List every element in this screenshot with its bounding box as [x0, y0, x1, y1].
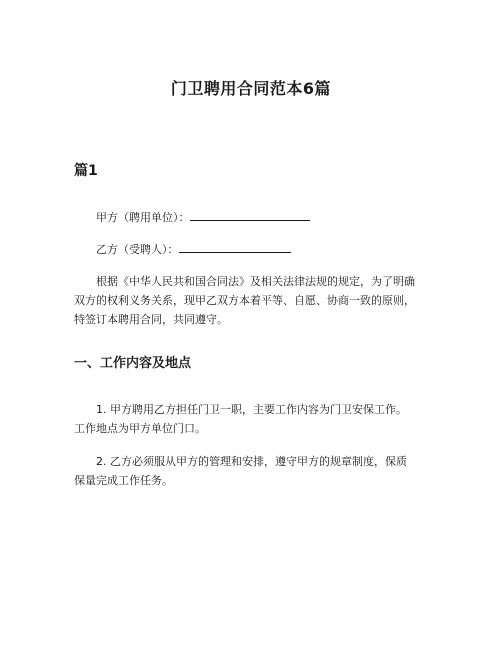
document-title: 门卫聘用合同范本6篇 [170, 79, 332, 98]
party-a-label: 甲方（聘用单位）： [96, 211, 190, 224]
party-a-line [74, 208, 434, 227]
preamble-line-3: 特签订本聘用合同，共同遵守。 [74, 313, 228, 326]
party-a-blank [190, 208, 310, 221]
party-b-line [74, 240, 434, 259]
party-b-label: 乙方（受聘人）： [96, 243, 179, 256]
preamble-paragraph [74, 272, 434, 329]
clause-2-line-2: 保量完成工作任务。 [74, 474, 173, 487]
party-b-blank [179, 240, 291, 253]
clause-2-paragraph [74, 452, 434, 490]
part-heading: 篇1 [74, 163, 98, 179]
clause-1-paragraph [74, 400, 434, 438]
preamble-line-2: 双方的权利义务关系，现甲乙双方本着平等、自愿、协商一致的原则， [74, 294, 415, 307]
clause-1-line-2: 工作地点为甲方单位门口。 [74, 422, 206, 435]
clause-1-line-1: 1. 甲方聘用乙方担任门卫一职，主要工作内容为门卫安保工作。 [96, 403, 407, 416]
preamble-line-1: 根据《中华人民共和国合同法》及相关法律法规的规定，为了明确 [96, 275, 415, 288]
clause-2-line-1: 2. 乙方必须服从甲方的管理和安排，遵守甲方的规章制度，保质 [96, 455, 407, 468]
section-heading-work-content: 一、工作内容及地点 [74, 356, 192, 371]
